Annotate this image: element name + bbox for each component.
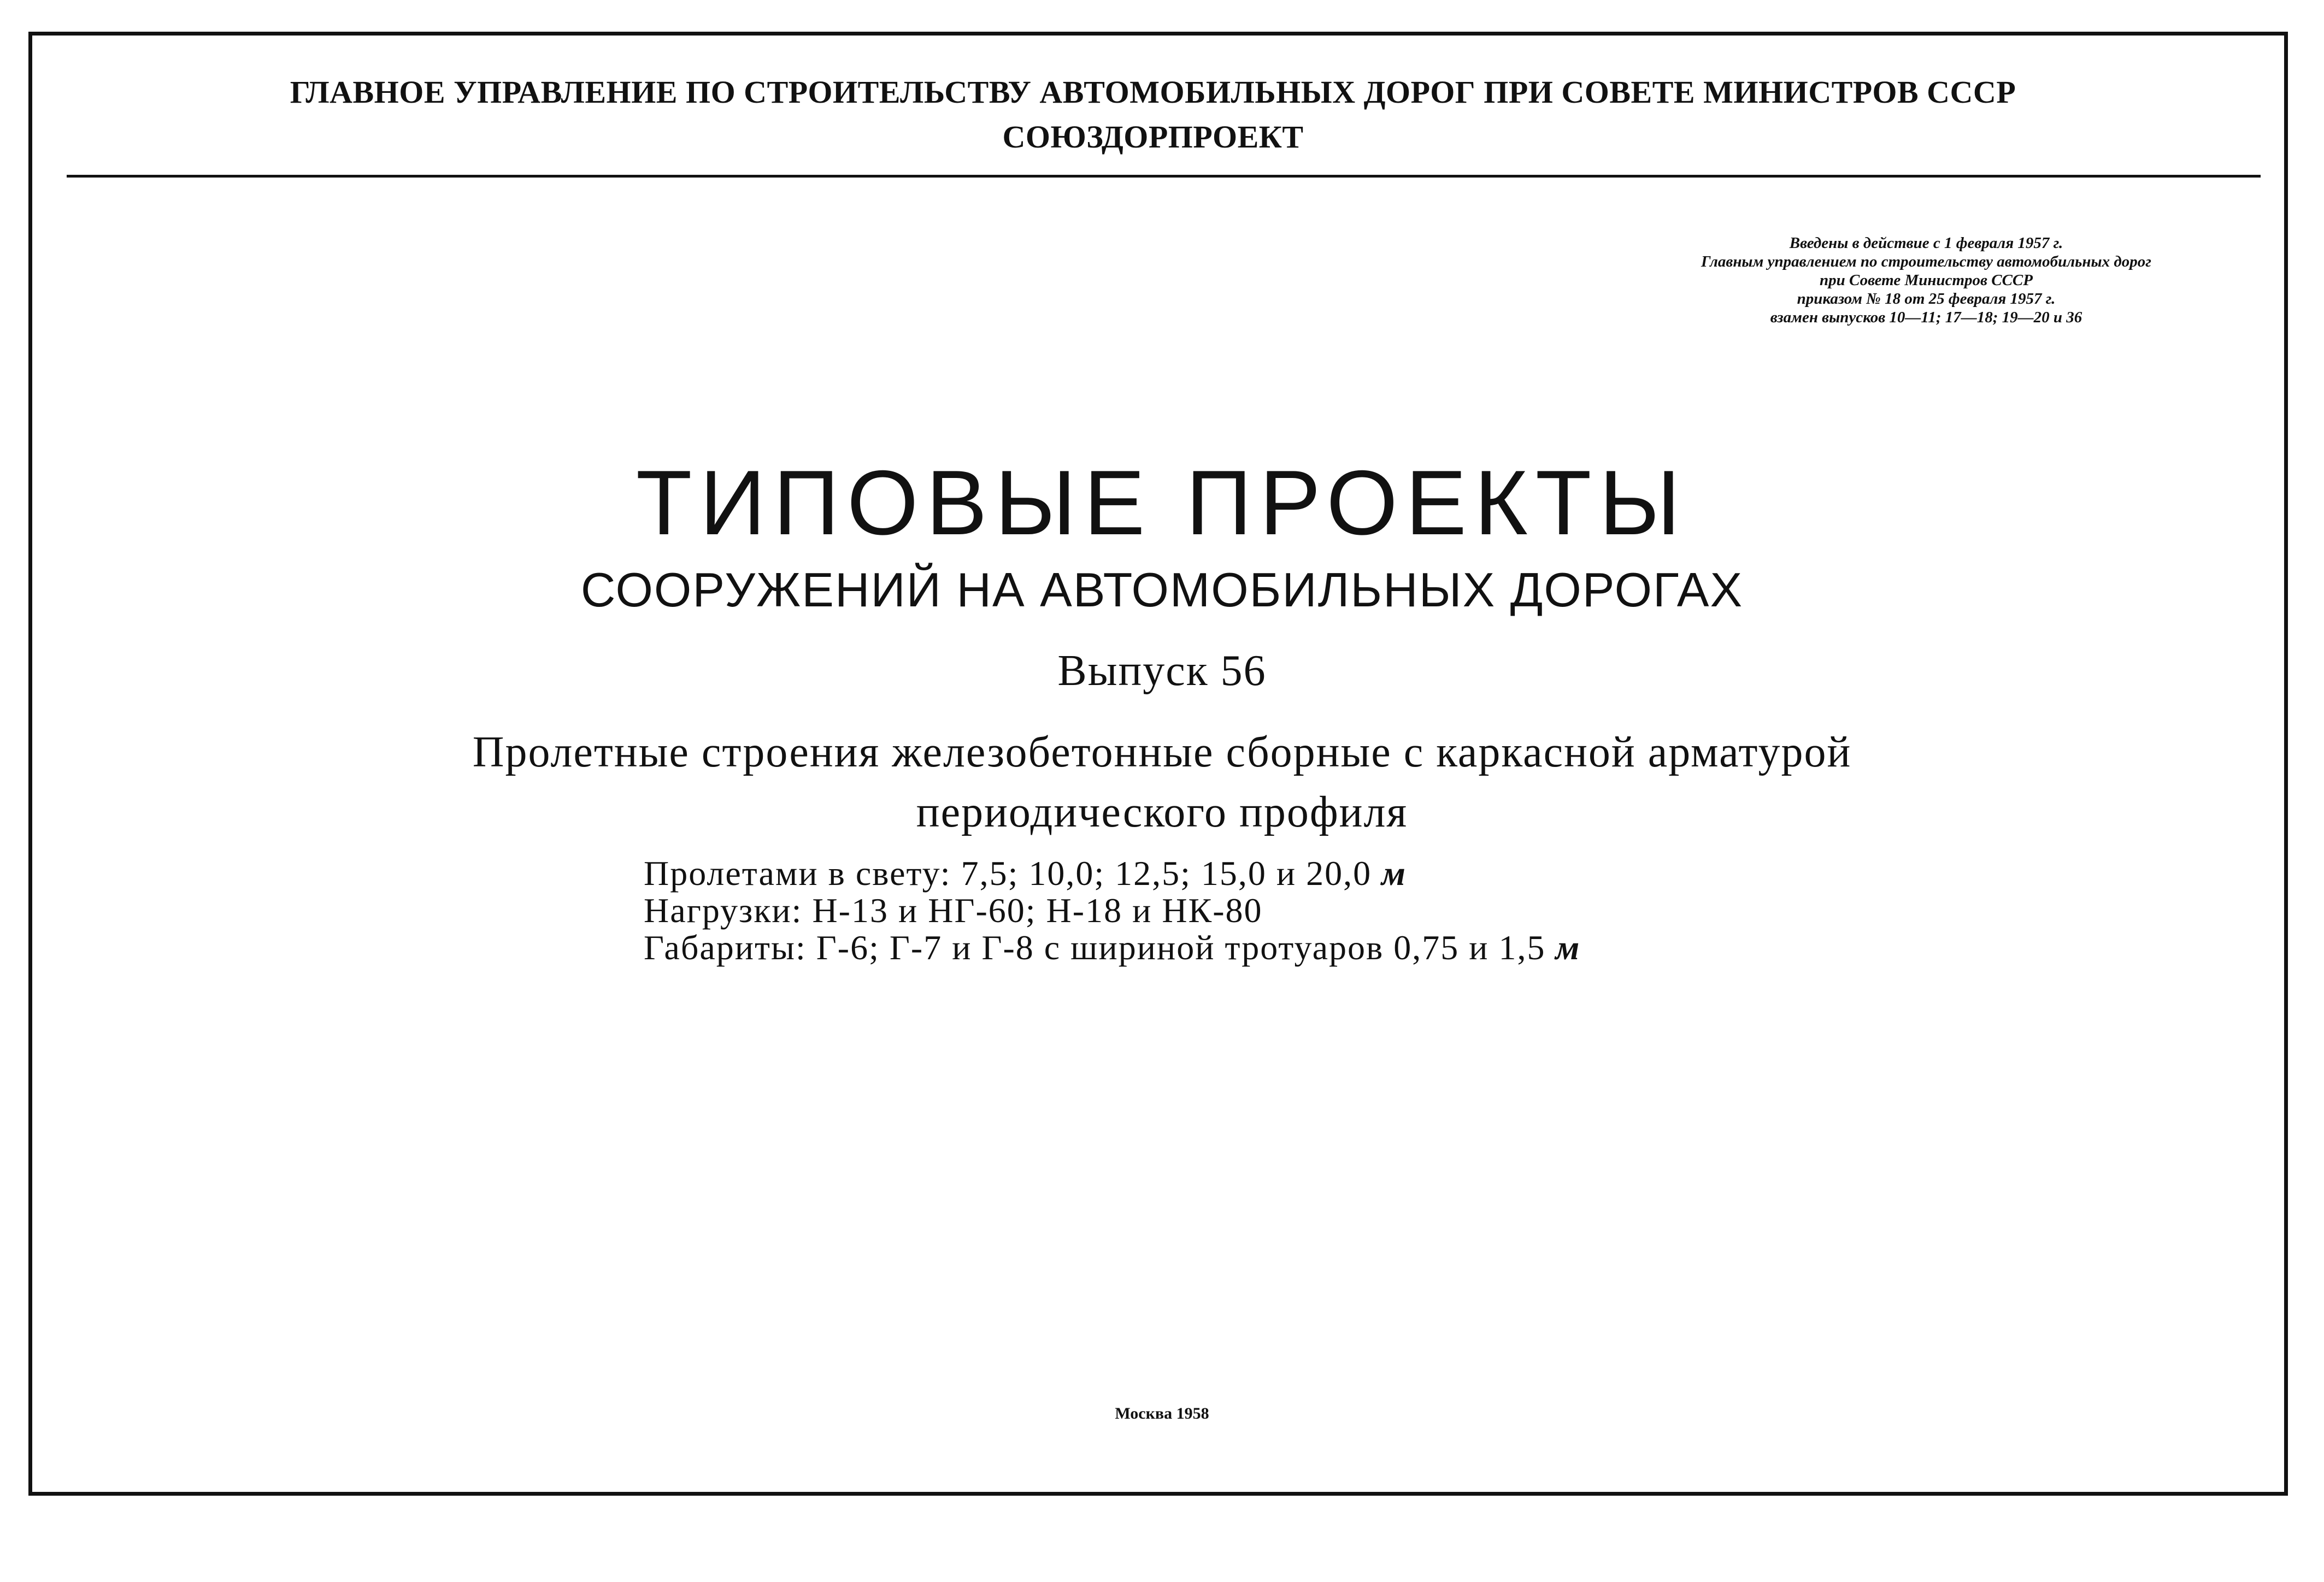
spec-loads: Нагрузки: Н-13 и НГ-60; Н-18 и НК-80	[644, 891, 1263, 930]
decree-line-4: приказом № 18 от 25 февраля 1957 г.	[1797, 290, 2056, 308]
ministry-name: ГЛАВНОЕ УПРАВЛЕНИЕ ПО СТРОИТЕЛЬСТВУ АВТОМОБИЛЬНЫХ ДОРОГ ПРИ СОВЕТЕ МИНИСТРОВ СССР	[290, 74, 2016, 110]
specifications	[644, 855, 2010, 966]
spec-clearances-text: Габариты: Г-6; Г-7 и Г-8 с шириной тротуаров 0,75 и 1,5	[644, 928, 1546, 967]
description-line-2: периодического профиля	[916, 788, 1408, 836]
spec-spans	[644, 855, 2010, 892]
decree-line-2: Главным управлением по строительству автомобильных дорог	[1701, 253, 2151, 270]
issue-description	[0, 722, 2324, 842]
spec-clearances	[644, 929, 2010, 966]
decree-note	[1585, 234, 2268, 327]
document-title: ТИПОВЫЕ ПРОЕКТЫ	[636, 451, 1688, 554]
issue-number: Выпуск 56	[1057, 647, 1267, 695]
document-header	[66, 70, 2240, 160]
organization-name: СОЮЗДОРПРОЕКТ	[1002, 119, 1304, 155]
header-divider	[67, 175, 2261, 178]
description-line-1: Пролетные строения железобетонные сборные с каркасной арматурой	[472, 728, 1852, 776]
document-subtitle: СООРУЖЕНИЙ НА АВТОМОБИЛЬНЫХ ДОРОГАХ	[580, 563, 1744, 617]
spec-spans-unit: м	[1381, 854, 1407, 893]
publication-imprint: Москва 1958	[1115, 1404, 1209, 1422]
decree-line-1: Введены в действие с 1 февраля 1957 г.	[1789, 234, 2063, 252]
spec-spans-text: Пролетами в свету: 7,5; 10,0; 12,5; 15,0 и 20,0	[644, 854, 1372, 893]
spec-clearances-unit: м	[1555, 928, 1581, 967]
decree-line-3: при Совете Министров СССР	[1820, 271, 2033, 289]
decree-line-5: взамен выпусков 10—11; 17—18; 19—20 и 36	[1770, 309, 2082, 326]
